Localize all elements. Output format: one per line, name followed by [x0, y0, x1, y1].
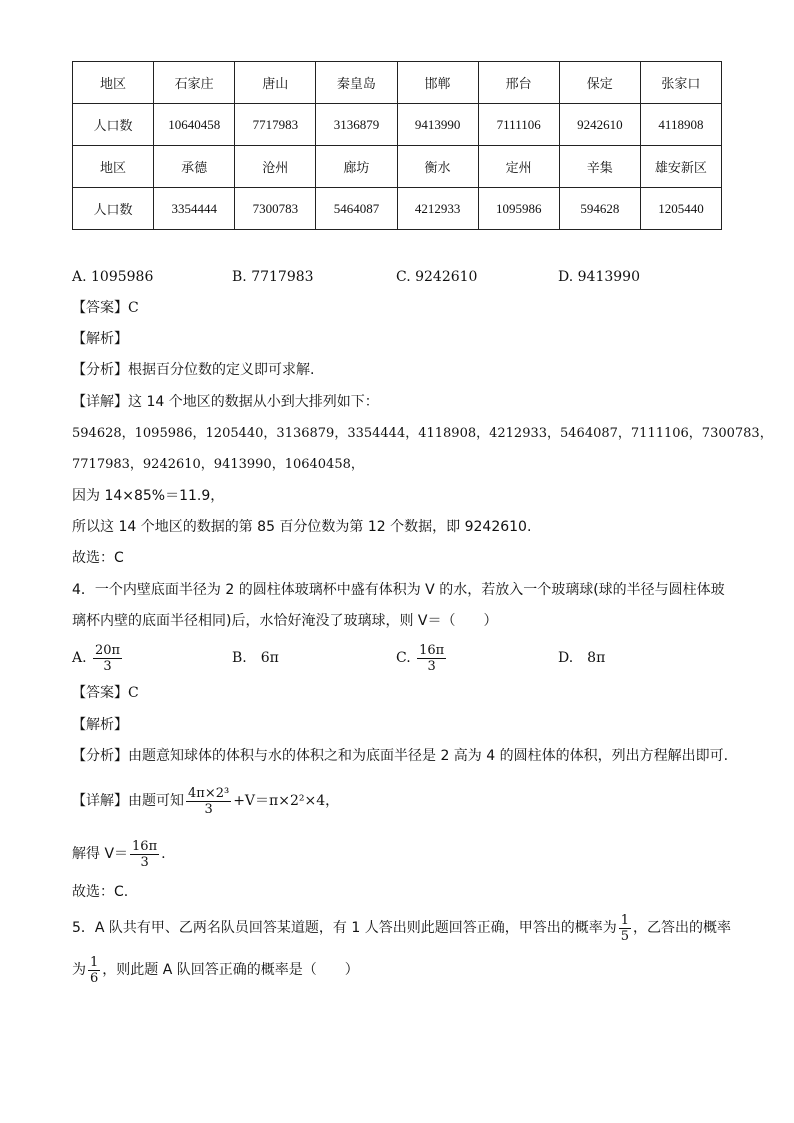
table-cell: 1095986	[478, 188, 559, 230]
q3-sorted-line-2: 7717983，9242610，9413990，10640458，	[72, 457, 364, 472]
fenxi-tag: 【分析】	[72, 362, 128, 378]
q4-stem-line-1: 4．一个内壁底面半径为 2 的圆柱体玻璃杯中盛有体积为 V 的水，若放入一个玻璃球(球的半径与圆柱体玻	[72, 582, 725, 598]
table-cell: 人口数	[73, 188, 154, 230]
q4-fenxi	[72, 746, 728, 766]
denominator: 6	[90, 970, 99, 986]
q4-solve	[72, 832, 166, 876]
solve-prefix: 解得 V＝	[72, 846, 129, 862]
q5-text: ，则此题 A 队回答正确的概率是（ ）	[102, 962, 359, 978]
numerator: 1	[620, 912, 630, 928]
table-cell: 7111106	[478, 104, 559, 146]
q4-choose: 故选：C.	[72, 884, 129, 900]
q5-stem-line-1	[72, 906, 731, 950]
q5-stem-line-2	[72, 948, 359, 992]
table-cell: 沧州	[235, 146, 316, 188]
fenxi-tag: 【分析】	[72, 748, 128, 764]
table-cell: 廊坊	[316, 146, 397, 188]
solve-suffix: .	[161, 846, 166, 862]
answer-value: C	[128, 685, 139, 701]
answer-tag: 【答案】	[72, 300, 128, 316]
xiangjie-text: 由题可知	[128, 793, 184, 809]
q3-analysis-tag: 【解析】	[72, 331, 128, 347]
fraction	[130, 839, 159, 870]
q3-conclusion: 所以这 14 个地区的数据的第 85 百分位数为第 12 个数据，即 9242610.	[72, 519, 532, 535]
q4-analysis-tag: 【解析】	[72, 717, 128, 733]
table-cell: 4212933	[397, 188, 478, 230]
table-row	[73, 104, 722, 146]
q5-text: ，乙答出的概率	[633, 920, 732, 936]
q4-option-a	[72, 636, 124, 680]
table-cell: 定州	[478, 146, 559, 188]
q3-option-b: B. 7717983	[232, 269, 314, 285]
table-cell: 594628	[559, 188, 640, 230]
denominator: 3	[103, 658, 112, 674]
numerator: 20π	[95, 642, 121, 658]
table-cell: 10640458	[154, 104, 235, 146]
table-row	[73, 146, 722, 188]
denominator: 3	[140, 854, 149, 870]
option-label: A.	[72, 650, 87, 666]
table-cell: 9242610	[559, 104, 640, 146]
table-cell: 张家口	[640, 62, 721, 104]
table-cell: 唐山	[235, 62, 316, 104]
table-cell: 石家庄	[154, 62, 235, 104]
q4-stem-line-2: 璃杯内壁的底面半径相同)后，水恰好淹没了玻璃球，则 V＝（ ）	[72, 613, 498, 629]
fenxi-text: 由题意知球体的体积与水的体积之和为底面半径是 2 高为 4 的圆柱体的体积，列出方程解出即可.	[128, 748, 729, 764]
table-cell: 4118908	[640, 104, 721, 146]
q5-text: 5．A 队共有甲、乙两名队员回答某道题，有 1 人答出则此题回答正确，甲答出的概率为	[72, 920, 617, 936]
answer-value: C	[128, 300, 139, 316]
numerator: 16π	[419, 642, 445, 658]
table-cell: 7300783	[235, 188, 316, 230]
q5-text: 为	[72, 962, 86, 978]
table-cell: 秦皇岛	[316, 62, 397, 104]
table-row	[73, 62, 722, 104]
table-cell: 承德	[154, 146, 235, 188]
denominator: 3	[204, 801, 213, 817]
table-cell: 雄安新区	[640, 146, 721, 188]
q4-option-d: D. 8π	[558, 650, 606, 666]
table-cell: 3136879	[316, 104, 397, 146]
q3-fenxi	[72, 360, 314, 380]
option-label: C.	[396, 650, 411, 666]
table-cell: 3354444	[154, 188, 235, 230]
q3-option-a: A. 1095986	[72, 269, 154, 285]
population-table	[72, 61, 722, 230]
table-cell: 衡水	[397, 146, 478, 188]
q3-xiangjie	[72, 392, 379, 412]
table-cell: 5464087	[316, 188, 397, 230]
fraction	[186, 786, 231, 817]
q3-answer	[72, 298, 139, 318]
xiangjie-tag: 【详解】	[72, 793, 128, 809]
numerator: 4π×2³	[188, 785, 230, 801]
fraction	[93, 643, 122, 674]
q4-answer	[72, 683, 139, 703]
numerator: 1	[90, 954, 99, 970]
table-cell: 1205440	[640, 188, 721, 230]
fenxi-text: 根据百分位数的定义即可求解.	[128, 362, 315, 378]
q4-option-b: B. 6π	[232, 650, 279, 666]
table-cell: 7717983	[235, 104, 316, 146]
table-cell: 辛集	[559, 146, 640, 188]
fraction	[417, 643, 446, 674]
denominator: 3	[427, 658, 436, 674]
answer-tag: 【答案】	[72, 685, 128, 701]
table-row	[73, 188, 722, 230]
numerator: 16π	[132, 838, 158, 854]
q3-option-d: D. 9413990	[558, 269, 640, 285]
denominator: 5	[620, 928, 630, 944]
table-cell: 邢台	[478, 62, 559, 104]
table-cell: 地区	[73, 146, 154, 188]
fraction	[619, 913, 631, 944]
q3-calc: 因为 14×85%＝11.9，	[72, 488, 225, 504]
xiangjie-text: 这 14 个地区的数据从小到大排列如下：	[128, 394, 379, 410]
fraction	[88, 955, 100, 986]
equation-rest: +V＝π×2²×4，	[233, 793, 340, 809]
table-cell: 邯郸	[397, 62, 478, 104]
q3-sorted-line-1: 594628，1095986，1205440，3136879，3354444，4118908，4212933，5464087，7111106，7300783，	[72, 426, 773, 441]
q4-xiangjie	[72, 778, 339, 824]
xiangjie-tag: 【详解】	[72, 394, 128, 410]
table-cell: 9413990	[397, 104, 478, 146]
table-cell: 保定	[559, 62, 640, 104]
q3-choose: 故选：C	[72, 550, 124, 566]
table-cell: 地区	[73, 62, 154, 104]
q3-option-c: C. 9242610	[396, 269, 478, 285]
table-cell: 人口数	[73, 104, 154, 146]
q4-option-c	[396, 636, 448, 680]
